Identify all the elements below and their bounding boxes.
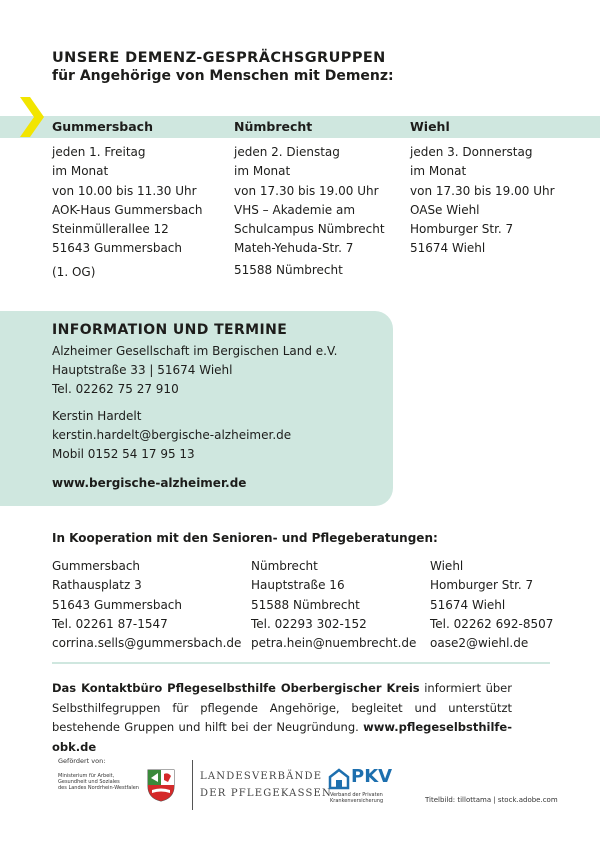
detail-line: von 17.30 bis 19.00 Uhr	[410, 183, 555, 198]
detail-line: jeden 1. Freitag	[52, 145, 146, 159]
landesverbaende-logo	[200, 768, 332, 802]
detail-line: Schulcampus Nümbrecht	[234, 222, 385, 237]
detail-line: Homburger Str. 7	[410, 222, 514, 237]
detail-line: Mateh-Yehuda-Str. 7	[234, 241, 354, 256]
coop-email-link[interactable]: oase2@wiehl.de	[430, 636, 529, 651]
detail-line: jeden 3. Donnerstag	[410, 145, 533, 159]
footer-text: informiert über Selbsthilfegruppen für pflegende Angehörige, begleitet und unterstützt bestehende Gruppen und hilft bei der Neugründung.	[52, 681, 512, 734]
coop-line: Tel. 02261 87-1547	[52, 616, 168, 631]
divider	[52, 662, 550, 664]
ministry-text	[58, 773, 139, 791]
group-city-nuembrecht: Nümbrecht	[234, 119, 313, 134]
coop-line: Wiehl	[430, 559, 464, 573]
pkv-line: Verband der Privaten	[330, 792, 383, 798]
detail-line: im Monat	[234, 164, 291, 179]
cooperation-title: In Kooperation mit den Senioren- und Pflegeberatungen:	[52, 531, 438, 545]
ministry-line: Ministerium für Arbeit,	[58, 773, 115, 779]
cooperation-column-wiehl	[430, 557, 553, 653]
detail-line: OASe Wiehl	[410, 202, 480, 217]
coop-line: Gummersbach	[52, 559, 141, 573]
pkv-logo-text: PKV	[351, 766, 393, 787]
coop-line: Tel. 02293 302-152	[251, 616, 367, 631]
ministry-line: Gesundheit und Soziales	[58, 779, 120, 785]
info-line: Tel. 02262 75 27 910	[52, 382, 179, 396]
detail-line: von 10.00 bis 11.30 Uhr	[52, 183, 197, 198]
group-details-nuembrecht	[234, 143, 385, 280]
page-title: UNSERE DEMENZ-GESPRÄCHSGRUPPEN	[52, 50, 386, 66]
info-organization	[52, 342, 337, 399]
image-credit: Titelbild: tillottama | stock.adobe.com	[425, 796, 558, 804]
logo-divider	[192, 760, 193, 810]
coop-line: 51674 Wiehl	[430, 597, 506, 612]
lv-line: LANDESVERBÄNDE	[200, 771, 323, 782]
detail-line: von 17.30 bis 19.00 Uhr	[234, 183, 379, 198]
funded-by-label: Gefördert von:	[58, 757, 106, 765]
coop-email-link[interactable]: corrina.sells@gummersbach.de	[52, 636, 242, 651]
info-line: Hauptstraße 33 | 51674 Wiehl	[52, 363, 233, 377]
group-details-wiehl	[410, 143, 555, 259]
coop-line: 51643 Gummersbach	[52, 597, 183, 612]
detail-line: 51588 Nümbrecht	[234, 262, 343, 277]
info-contact	[52, 407, 291, 464]
info-line: Alzheimer Gesellschaft im Bergischen Land e.V.	[52, 344, 338, 358]
info-title: INFORMATION UND TERMINE	[52, 322, 288, 338]
coop-line: Hauptstraße 16	[251, 578, 345, 593]
footer-website-link[interactable]: www.pflegeselbsthilfe-obk.de	[52, 720, 512, 754]
coop-email-link[interactable]: petra.hein@nuembrecht.de	[251, 636, 417, 651]
detail-line: Steinmüllerallee 12	[52, 222, 169, 237]
footer-paragraph	[52, 679, 512, 757]
chevron-icon	[20, 97, 46, 137]
cooperation-column-gummersbach	[52, 557, 241, 653]
detail-line: 51674 Wiehl	[410, 241, 486, 256]
contact-name: Kerstin Hardelt	[52, 409, 142, 423]
page-subtitle: für Angehörige von Menschen mit Demenz:	[52, 68, 394, 84]
coop-line: Tel. 02262 692-8507	[430, 616, 554, 631]
detail-line: VHS – Akademie am	[234, 202, 356, 217]
pkv-line: Krankenversicherung	[330, 798, 384, 804]
detail-line: im Monat	[52, 164, 109, 179]
detail-line: (1. OG)	[52, 264, 96, 279]
nrw-crest-icon	[146, 768, 176, 802]
coop-line: Homburger Str. 7	[430, 578, 534, 593]
contact-email-link[interactable]: kerstin.hardelt@bergische-alzheimer.de	[52, 428, 292, 442]
footer-lead: Das Kontaktbüro Pflegeselbsthilfe Oberbergischer Kreis	[52, 681, 420, 695]
detail-line: AOK-Haus Gummersbach	[52, 202, 203, 217]
group-city-gummersbach: Gummersbach	[52, 119, 153, 134]
pkv-subtitle	[330, 792, 383, 804]
group-city-wiehl: Wiehl	[410, 119, 450, 134]
contact-phone: Mobil 0152 54 17 95 13	[52, 447, 195, 461]
website-link[interactable]: www.bergische-alzheimer.de	[52, 476, 247, 490]
detail-line: jeden 2. Dienstag	[234, 145, 340, 159]
detail-line: im Monat	[410, 164, 467, 179]
pkv-house-icon	[328, 768, 350, 790]
coop-line: Rathausplatz 3	[52, 578, 142, 593]
detail-line: 51643 Gummersbach	[52, 241, 183, 256]
lv-line: DER PFLEGEKASSEN	[200, 788, 332, 799]
coop-line: Nümbrecht	[251, 559, 318, 573]
ministry-line: des Landes Nordrhein-Westfalen	[58, 785, 139, 791]
cooperation-column-nuembrecht	[251, 557, 416, 653]
group-details-gummersbach	[52, 143, 202, 282]
coop-line: 51588 Nümbrecht	[251, 597, 360, 612]
